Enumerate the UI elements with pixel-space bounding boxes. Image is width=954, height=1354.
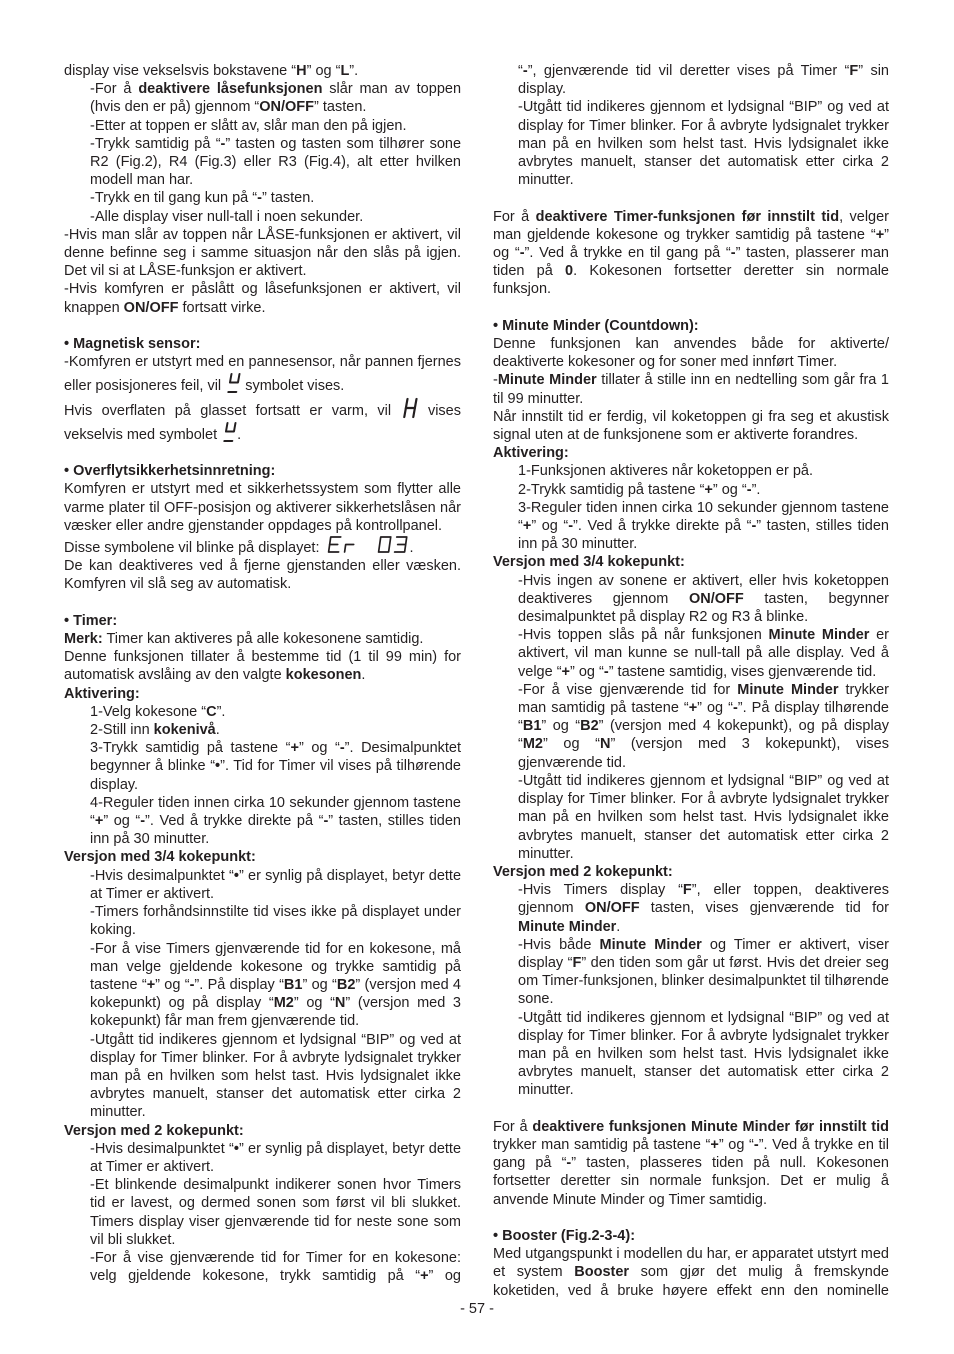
text-run: ” (versjon med 3 kokepunkt) får man frem gjenværende tid. — [90, 995, 461, 1030]
bold-text: kokesonen — [285, 667, 362, 684]
list-item — [518, 1009, 889, 1100]
bold-text: - — [732, 700, 738, 717]
bold-text: - — [730, 245, 736, 262]
text-run: 3-Reguler tiden innen cirka 10 sekunder gjennom tastene “ — [518, 499, 889, 535]
text-run: ”. Desimalpunktet begynner å blinke “ — [90, 740, 462, 775]
text-run: ”. — [751, 481, 761, 498]
text-run: Når innstilt tid er ferdig, vil koketoppen gi fra seg et akustisk signal uten at de funksjonene som er aktiverte forandres. — [493, 408, 889, 444]
subheading: Versjon med 3/4 kokepunkt: — [493, 554, 685, 571]
text-run: tillater å stille inn en nedtelling som går fra 1 til 99 minutter. — [493, 372, 889, 407]
text-run: 2-Trykk samtidig på tastene “ — [518, 481, 705, 498]
text-run: -For å vise gjenværende tid for Timer for en kokesone: velg gjeldende kokesone, trykk samtidig på “ — [90, 1249, 461, 1285]
text-run: Timer kan aktiveres på alle kokesonene samtidig. — [102, 631, 424, 648]
list-item — [90, 208, 461, 226]
er-03-display-icon — [324, 535, 410, 555]
text-run: -Alle display viser null-tall i noen sekunder. — [90, 208, 364, 225]
text-run: og Timer er aktivert, viser display “ — [518, 936, 889, 971]
text-run: -Hvis man slår av toppen når LÅSE-funksjonen er aktivert, vil denne befinne seg i samme situasjon når den slås på igjen. Det vil si at LÅSE-funksjon er aktivert. — [64, 226, 461, 280]
text-run: -Utgått tid indikeres gjennom et lydsignal “BIP” og ved at display for Timer blinker. For å avbryte lydsignalet trykker man på en hvilken som helst tast. Hvis lydsignalet ikke avbrytes manuelt, stanser det automatisk etter cirka 2 minutter. — [518, 772, 889, 862]
bold-text: • — [215, 758, 221, 775]
list-item — [518, 499, 889, 554]
text-run: 4-Reguler tiden innen cirka 10 sekunder gjennom tastene “ — [90, 794, 461, 830]
text-run: -Utgått tid indikeres gjennom et lydsignal “BIP” og ved at display for Timer blinker. For å avbryte lydsignalet trykker man på en hvilken som helst tast. Hvis lydsignalet ikke avbrytes manuelt, stanser det automatisk etter cirka 2 minutter. — [518, 1009, 889, 1099]
bold-text: deaktivere funksjonen Minute Minder før innstilt tid — [532, 1118, 889, 1135]
list-item — [518, 481, 889, 499]
text-run: slår man av toppen (hvis den er på) gjennom “ — [90, 81, 462, 116]
text-run: ” og “ — [541, 718, 581, 735]
text-run: ” tasten, plasserer man tiden på — [493, 245, 889, 280]
paragraph — [493, 408, 889, 444]
section — [493, 62, 889, 189]
text-run: ” og “ — [293, 995, 335, 1012]
bold-text: F — [572, 954, 582, 971]
bold-text: - — [220, 135, 226, 152]
bold-text: B1 — [283, 976, 303, 993]
text-run: ” og “ — [155, 976, 190, 993]
text-run: ” og “ — [302, 976, 337, 993]
subheading: Versjon med 3/4 kokepunkt: — [64, 849, 256, 866]
list-item — [90, 135, 461, 190]
text-run: ” og “ — [543, 736, 600, 753]
bold-text: + — [704, 481, 713, 498]
paragraph — [493, 1245, 889, 1300]
text-run: ” tasten, stilles tiden inn på 30 minutter. — [518, 518, 889, 553]
section-heading: • Magnetisk sensor: — [64, 336, 201, 353]
text-run: ” og “ — [531, 518, 569, 535]
paragraph — [493, 371, 889, 407]
list-item — [518, 772, 889, 863]
section — [493, 1227, 889, 1300]
bold-text: B2 — [336, 976, 356, 993]
bold-text: N — [599, 736, 611, 753]
list-item — [518, 62, 889, 98]
bold-text: - — [746, 481, 752, 498]
bold-text: B2 — [580, 718, 599, 735]
section — [493, 208, 889, 299]
bold-text: N — [334, 995, 346, 1012]
section-heading: • Overflytsikkerhetsinnretning: — [64, 463, 276, 480]
bold-text: M2 — [273, 995, 294, 1012]
paragraph — [493, 208, 889, 299]
text-run: ” (versjon med 4 kokepunkt), og på display “ — [518, 718, 889, 753]
text-run: symbolet vises. — [241, 378, 345, 395]
list-item — [90, 739, 461, 794]
list-item — [518, 881, 889, 936]
text-run: tasten, vises gjenværende tid for — [639, 900, 889, 917]
section — [64, 612, 461, 1286]
bold-text: + — [710, 1136, 719, 1153]
text-run: ” og “ — [306, 63, 341, 79]
bold-text: ON/OFF — [584, 900, 640, 917]
text-run: ”. Ved å trykke direkte på “ — [573, 518, 752, 535]
text-run: Med utgangspunkt i modellen du har, er apparatet utstyrt med et system — [493, 1246, 889, 1281]
text-run: Disse symbolene vil blinke på displayet: — [64, 540, 324, 557]
text-run: ”. — [349, 63, 359, 79]
bold-text: Minute Minder — [497, 372, 597, 389]
text-run: ”. På display “ — [194, 976, 284, 993]
u-display-symbol-icon — [225, 371, 241, 395]
text-run: . — [409, 540, 414, 557]
bold-text: - — [140, 813, 146, 830]
h-display-symbol-icon — [401, 396, 419, 420]
text-run: ” og “ — [712, 481, 747, 498]
bold-text: - — [566, 1155, 572, 1172]
list-item — [518, 462, 889, 480]
text-run: For å — [493, 1118, 533, 1135]
text-run: -Hvis Timers display “ — [518, 882, 683, 899]
bold-text: + — [522, 518, 532, 535]
text-run: ” og “ — [570, 663, 604, 680]
bold-text: L — [340, 63, 350, 79]
text-run: . — [237, 426, 242, 443]
text-run: trykker man samtidig på tastene “ — [518, 681, 889, 717]
bold-text: + — [561, 663, 570, 680]
bold-text: - — [568, 518, 574, 535]
text-run: -Utgått tid indikeres gjennom et lydsignal “BIP” og ved at display for Timer blinker. For å avbryte lydsignalet trykker man på en hvilken som helst tast. Hvis lydsignalet ikke avbrytes manuelt, stanser det automatisk etter cirka 2 minutter. — [518, 99, 889, 189]
section-heading: • Timer: — [64, 612, 118, 629]
text-run: ” tastene samtidig, vises gjenværende tid. — [608, 663, 877, 680]
section — [493, 317, 889, 1100]
bold-text: - — [339, 740, 345, 757]
text-run: Denne funksjonen kan anvendes både for aktiverte/ deaktiverte kokesoner og for soner med innført Timer. — [493, 336, 889, 371]
text-run: ”. Tid for Timer vil vises på tilhørende display. — [90, 758, 461, 793]
list-item — [90, 794, 461, 849]
bold-text: Minute Minder — [768, 627, 870, 644]
bold-text: kokenivå — [153, 722, 216, 739]
text-run: ” tasten, stilles tiden inn på 30 minutter. — [90, 813, 461, 848]
text-run: -Hvis desimalpunktet “ — [90, 1140, 234, 1157]
text-run: - — [493, 372, 498, 389]
bold-text: Minute Minder — [518, 918, 617, 935]
paragraph — [64, 226, 461, 281]
text-run: ” og “ — [697, 700, 733, 717]
bold-text: B1 — [522, 718, 542, 735]
bold-text: 0 — [565, 263, 574, 280]
text-run: Denne funksjonen tillater å bestemme tid (1 til 99 min) for automatisk avslåing av den valgte — [64, 649, 461, 684]
bold-text: deaktivere låsefunksjonen — [138, 81, 323, 98]
right-column — [493, 62, 889, 1300]
list-item — [518, 936, 889, 1009]
text-run: -Hvis desimalpunktet “ — [90, 867, 234, 884]
paragraph — [64, 280, 461, 316]
list-item — [90, 721, 461, 739]
list-item — [90, 189, 461, 207]
bold-text: - — [603, 663, 609, 680]
text-run: -Utgått tid indikeres gjennom et lydsignal “BIP” og ved at display for Timer blinker. For å avbryte lydsignalet trykker man på en hvilken som helst tast. Hvis lydsignalet ikke avbrytes manuelt, stanser det automatisk etter cirka 2 minutter. — [90, 1031, 461, 1121]
text-run: -For å — [90, 81, 139, 98]
text-run: . — [215, 722, 220, 739]
paragraph — [64, 396, 461, 444]
text-run: -Hvis toppen slås på når funksjonen — [518, 627, 769, 644]
text-run: -For å vise Timers gjenværende tid for en kokesone, må man velge gjeldende kokesone og trykke samtidig på tastene “ — [90, 940, 461, 993]
text-run: 3-Trykk samtidig på tastene “ — [90, 740, 291, 757]
text-run: ” (versjon med 3 kokepunkt), vises gjenværende tid. — [518, 736, 890, 771]
bold-text: Merk: — [64, 631, 103, 648]
text-run: vises vekselvis med symbolet — [64, 402, 461, 443]
bold-text: ON/OFF — [123, 299, 179, 316]
text-run: display vise vekselsvis bokstavene “ — [64, 63, 297, 79]
text-run: ” og “ — [493, 226, 889, 262]
text-run: fortsatt virke. — [178, 299, 266, 316]
section-heading: • Booster (Fig.2-3-4): — [493, 1227, 636, 1244]
text-run: ” og “ — [298, 740, 340, 757]
text-run: ” tasten. — [314, 99, 367, 116]
subheading: Aktivering: — [64, 685, 140, 702]
paragraph — [64, 648, 461, 684]
list-item — [90, 1249, 461, 1285]
bold-text: + — [420, 1268, 429, 1285]
section-heading: • Minute Minder (Countdown): — [493, 317, 699, 334]
subheading: Versjon med 2 kokepunkt: — [493, 863, 673, 880]
subheading: Aktivering: — [493, 445, 569, 462]
section — [64, 62, 461, 317]
text-run: ”, gjenværende tid vil deretter vises på Timer “ — [527, 63, 850, 79]
list-item — [518, 681, 889, 772]
bold-text: deaktivere Timer-funksjonen før innstilt tid — [535, 208, 840, 225]
paragraph — [64, 62, 461, 80]
list-item — [90, 940, 461, 1031]
paragraph — [64, 630, 461, 648]
page-number: - 57 - — [460, 1301, 494, 1317]
text-run: For å — [493, 208, 536, 225]
list-item — [518, 626, 889, 681]
bold-text: F — [849, 63, 859, 79]
bold-text: • — [233, 1140, 239, 1157]
text-run: ”. Ved å trykke direkte på “ — [145, 813, 324, 830]
text-run: . — [361, 667, 366, 684]
bold-text: - — [189, 976, 195, 993]
text-run: ” og — [428, 1268, 461, 1285]
text-run: -Etter at toppen er slått av, slår man den på igjen. — [90, 117, 407, 134]
text-run: ” tasten. — [261, 190, 315, 207]
list-item — [90, 117, 461, 135]
list-item — [90, 867, 461, 903]
bold-text: + — [875, 226, 885, 243]
bold-text: + — [290, 740, 299, 757]
list-item — [518, 98, 889, 189]
text-run: ”. På display tilhørende “ — [518, 700, 889, 735]
bold-text: H — [296, 63, 307, 79]
text-run: ”. — [216, 703, 226, 720]
text-run: -For å vise gjenværende tid for — [518, 681, 738, 698]
left-column — [64, 62, 461, 1285]
text-run: -Hvis både — [518, 936, 600, 953]
list-item — [90, 903, 461, 939]
bold-text: ON/OFF — [259, 99, 315, 116]
text-run: ” tasten, plasseres tiden på null. Kokesonen fortsetter deretter sin normale funksjon. Det er mulig å anvende Minute Minder og Timer samtidig. — [493, 1155, 889, 1208]
text-run: ” er synlig på displayet, betyr dette at Timer er aktivert. — [90, 867, 462, 902]
text-run: 1-Velg kokesone “ — [90, 703, 207, 720]
text-run: ”. Ved å trykke en til gang på “ — [524, 245, 731, 262]
subheading: Versjon med 2 kokepunkt: — [64, 1122, 244, 1139]
list-item — [90, 1031, 461, 1122]
text-run: ” den tiden som går ut først. Hvis det dreier seg om Timer-funksjonen, blinker desimalpunktet til tilhørende sone. — [518, 954, 890, 1008]
bold-text: - — [257, 190, 262, 207]
text-run: -Hvis komfyren er påslått og låsefunksjonen er aktivert, vil knappen — [64, 281, 461, 316]
section — [64, 462, 461, 593]
bold-text: ON/OFF — [689, 590, 744, 607]
bold-text: + — [688, 700, 698, 717]
text-run: 1-Funksjonen aktiveres når koketoppen er på. — [518, 463, 814, 480]
text-run: -Komfyren er utstyrt med en pannesensor, når pannen fjernes eller posisjoneres feil, vil — [64, 354, 461, 395]
list-item — [90, 1140, 461, 1176]
text-run: -Hvis ingen av sonene er aktivert, eller hvis koketoppen deaktiveres gjennom — [518, 572, 889, 607]
paragraph — [64, 353, 461, 395]
bold-text: Minute Minder — [599, 936, 702, 953]
text-run: ” sin display. — [518, 63, 889, 98]
paragraph — [64, 557, 461, 593]
section — [64, 335, 461, 444]
bold-text: + — [146, 976, 156, 993]
bold-text: + — [94, 813, 104, 830]
text-run: ”. Ved å trykke en til gang på “ — [493, 1136, 889, 1172]
text-run: 2-Still inn — [90, 722, 154, 739]
bold-text: F — [682, 882, 692, 899]
bold-text: - — [522, 63, 528, 79]
paragraph — [64, 535, 461, 557]
text-run: ” og “ — [103, 813, 141, 830]
bold-text: - — [323, 813, 329, 830]
text-run: -Trykk en til gang kun på “ — [90, 190, 258, 207]
text-run: “ — [518, 63, 523, 79]
bold-text: - — [519, 245, 525, 262]
text-run: ”, eller toppen, deaktiveres gjennom — [518, 882, 889, 917]
text-run: . — [616, 918, 621, 935]
text-run: ” og “ — [718, 1136, 754, 1153]
bold-text: • — [233, 867, 239, 884]
text-run: tasten, begynner desimalpunktet på display R2 og R3 å blinke. — [518, 590, 889, 626]
paragraph — [493, 335, 889, 371]
text-run: ” tasten og tasten som tilhører sone R2 (Fig.2), R4 (Fig.3) eller R3 (Fig.4), alt etter hvilken modell man har. — [90, 135, 462, 189]
text-run: Hvis overflaten på glasset fortsatt er varm, vil — [64, 402, 401, 419]
bold-text: - — [753, 1136, 759, 1153]
paragraph — [493, 1118, 889, 1209]
bold-text: C — [206, 703, 217, 720]
section — [493, 1118, 889, 1209]
paragraph — [64, 480, 461, 535]
text-run: ” er synlig på displayet, betyr dette at Timer er aktivert. — [90, 1140, 462, 1175]
text-run: , velger man gjeldende kokesone og trykker samtidig på tastene “ — [493, 208, 890, 243]
u-display-symbol-icon — [221, 420, 237, 444]
text-run: trykker man samtidig på tastene “ — [493, 1136, 711, 1153]
text-run: De kan deaktiveres ved å fjerne gjenstanden eller væsken. Komfyren vil slå seg av automatisk. — [64, 558, 461, 593]
list-item — [90, 80, 461, 116]
text-run: er aktivert, vil man kunne se null-tall på alle display. Ved å velge “ — [518, 627, 889, 680]
text-run: -Timers forhåndsinnstilte tid vises ikke på displayet under koking. — [90, 904, 461, 939]
bold-text: Booster — [574, 1264, 630, 1281]
list-item — [518, 572, 889, 627]
text-run: . Kokesonen fortsetter deretter sin normale funksjon. — [493, 263, 889, 298]
bold-text: - — [751, 518, 757, 535]
text-run: -Trykk samtidig på “ — [90, 135, 221, 152]
bold-text: Minute Minder — [737, 681, 839, 698]
text-run: Komfyren er utstyrt med et sikkerhetssystem som flytter alle varme plater til OFF-posisjon og aktiverer sikkerhetslåsen når væsker eller andre gjenstander oppdages på kontrollpanel. — [64, 481, 461, 534]
text-run: ” (versjon med 4 kokepunkt) og på display “ — [90, 976, 461, 1012]
text-run: som gjør det mulig å fremskynde koketiden, ved å bruke høyere effekt enn den nominelle — [493, 1264, 889, 1299]
list-item — [90, 703, 461, 721]
list-item — [90, 1176, 461, 1249]
text-run: -Et blinkende desimalpunkt indikerer sonen hvor Timers tid er lavest, og dermed sonen som først vil bli slukket. Timers display viser gjenværende tid for neste sone som vil bli slukket. — [90, 1177, 461, 1248]
bold-text: M2 — [522, 736, 543, 753]
